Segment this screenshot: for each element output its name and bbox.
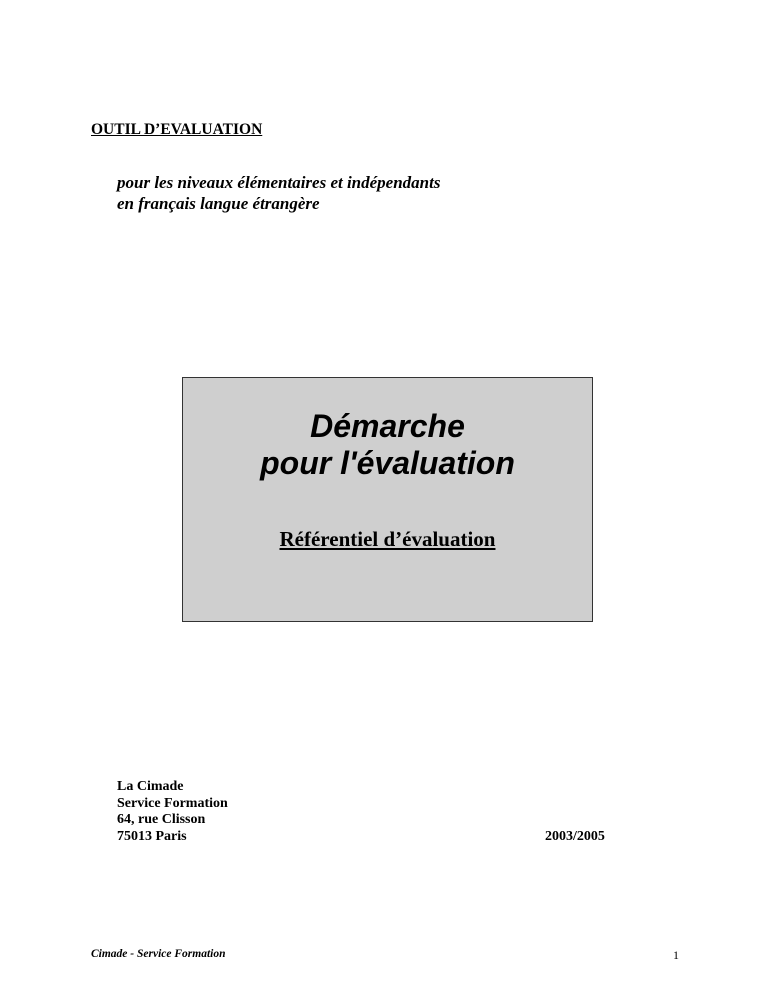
referential-title: Référentiel d’évaluation <box>279 527 496 551</box>
address-line-3: 64, rue Clisson <box>117 812 206 827</box>
main-title-line-1: Démarche <box>310 408 465 444</box>
document-heading: OUTIL D’EVALUATION <box>91 121 263 138</box>
main-title-line-2: pour l'évaluation <box>260 445 515 481</box>
address-block <box>117 779 228 845</box>
address-line-4: 75013 Paris <box>117 828 187 844</box>
subtitle-line-2: en français langue étrangère <box>117 194 320 213</box>
document-subtitle <box>117 172 440 214</box>
title-box <box>182 377 593 622</box>
date-range: 2003/2005 <box>545 829 605 844</box>
subtitle-line-1: pour les niveaux élémentaires et indépendants <box>117 173 441 192</box>
address-line-1: La Cimade <box>117 779 184 794</box>
page-number: 1 <box>673 948 679 962</box>
address-line-2: Service Formation <box>117 795 228 811</box>
footer-text: Cimade - Service Formation <box>91 948 226 960</box>
main-title <box>183 408 592 482</box>
